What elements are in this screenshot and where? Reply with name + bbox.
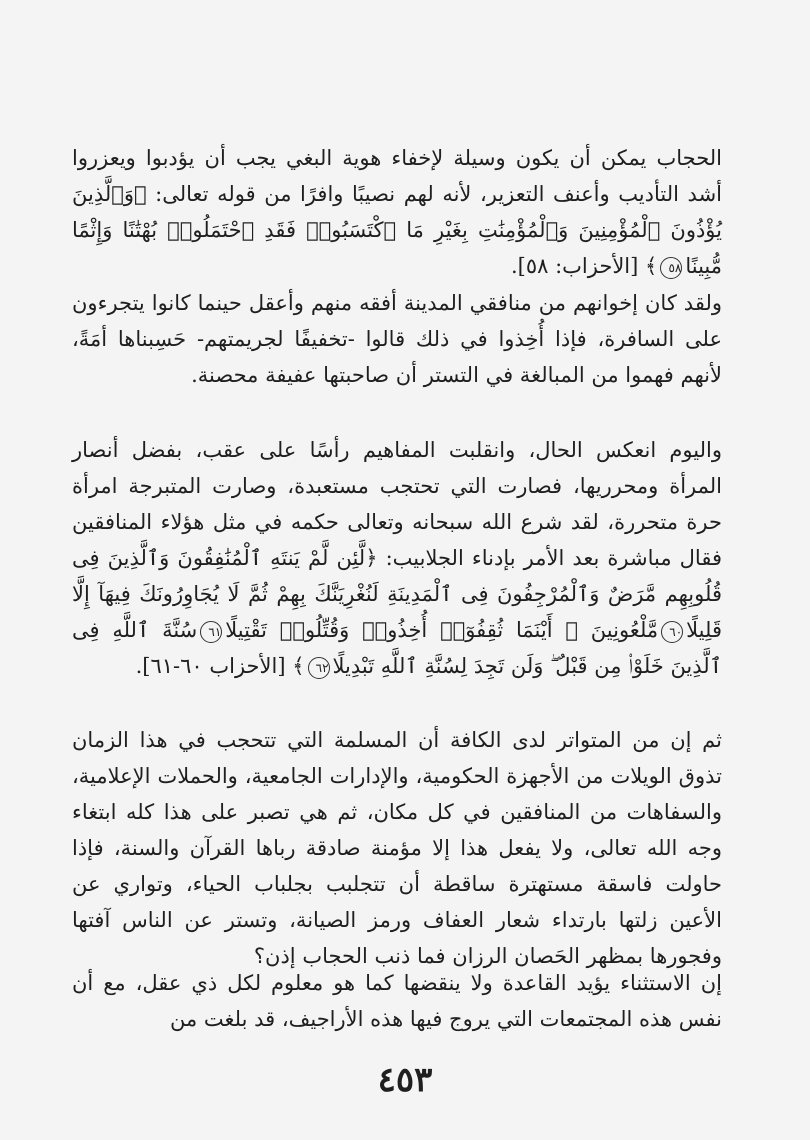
paragraph-text: واليوم انعكس الحال، وانقلبت المفاهيم رأسًا على عقب، بفضل أنصار المرأة ومحرريها، فصارت التي تحتجب مستعبدة، وصارت المتبرجة امرأة حرة متحررة، لقد شرع الله سبحانه وتعالى حكمه في مثل هؤلاء المنافقين فقال مباشرة بعد الأمر بإدناء الجلابيب: <box>72 438 722 570</box>
quran-verse: مَّلْعُونِينَ ۖ أَيْنَمَا ثُقِفُوٓا۟ أُخِذُوا۟ وَقُتِّلُوا۟ تَقْتِيلًا <box>225 618 659 642</box>
verse-citation: ﴾ [الأحزاب ٦٠-٦١]. <box>135 654 305 678</box>
verse-number-marker: ٥٨ <box>660 257 682 279</box>
quran-verse: سُنَّةَ ٱللَّهِ فِى ٱلَّذِينَ خَلَوْا۟ مِن قَبْلُ ۖ وَلَن تَجِدَ لِسُنَّةِ ٱللَّهِ تَبْدِيلًا <box>72 618 722 678</box>
paragraph-2 <box>72 285 722 393</box>
paragraph-text: إن الاستثناء يؤيد القاعدة ولا ينقضها كما هو معلوم لكل ذي عقل، مع أن نفس هذه المجتمعات التي يروج فيها هذه الأراجيف، قد بلغت من <box>72 971 722 1031</box>
verse-number-marker: ٦٠ <box>661 621 683 643</box>
paragraph-1 <box>72 140 722 284</box>
paragraph-4 <box>72 722 722 974</box>
page-number: ٤٥٣ <box>377 1060 433 1100</box>
quran-verse: ﴿وَٱلَّذِينَ يُؤْذُونَ ٱلْمُؤْمِنِينَ وَٱلْمُؤْمِنَٰتِ بِغَيْرِ مَا ٱكْتَسَبُوا۟ فَقَدِ ٱحْتَمَلُوا۟ بُهْتَٰنًا وَإِثْمًا مُّبِينًا <box>72 182 722 278</box>
paragraph-5 <box>72 965 722 1037</box>
paragraph-text: ولقد كان إخوانهم من منافقي المدينة أفقه منهم وأعقل حينما كانوا يتجرءون على السافرة، فإذا أُخِذوا في ذلك قالوا -تخفيفًا لجريمتهم- حَسِبناها أمَةً، لأنهم فهموا من المبالغة في التستر أن صاحبتها عفيفة محصنة. <box>72 291 722 387</box>
verse-citation: ﴾ [الأحزاب: ٥٨]. <box>510 254 658 278</box>
verse-number-marker: ٦٢ <box>308 657 330 679</box>
paragraph-text: الحجاب يمكن أن يكون وسيلة لإخفاء هوية البغي يجب أن يؤدبوا ويعزروا أشد التأديب وأعنف التعزير، لأنه لهم نصيبًا وافرًا من قوله تعالى: <box>72 146 722 206</box>
verse-number-marker: ٦١ <box>200 621 222 643</box>
quran-verse: ﴿لَّئِن لَّمْ يَنتَهِ ٱلْمُنَٰفِقُونَ وَٱلَّذِينَ فِى قُلُوبِهِم مَّرَضٌ وَٱلْمُرْجِفُونَ فِى ٱلْمَدِينَةِ لَنُغْرِيَنَّكَ بِهِمْ ثُمَّ لَا يُجَاوِرُونَكَ فِيهَآ إِلَّا قَلِيلًا <box>72 546 722 642</box>
paragraph-text: ثم إن من المتواتر لدى الكافة أن المسلمة التي تتحجب في هذا الزمان تذوق الويلات من الأجهزة الحكومية، والإدارات الجامعية، والحملات الإعلامية، والسفاهات من المنافقين في كل مكان، ثم هي تصبر على هذا كله ابتغاء وجه الله تعالى، ولا يفعل هذا إلا مؤمنة صادقة رباها القرآن والسنة، فإذا حاولت فاسقة مستهترة ساقطة أن تتجلبب بجلباب الحياء، وتواري عن الأعين زلتها بارتداء شعار العفاف ورمز الصيانة، وتستر عن الناس آفتها وفجورها بمظهر الحَصان الرزان فما ذنب الحجاب إذن؟ <box>72 728 722 968</box>
paragraph-3 <box>72 432 722 684</box>
